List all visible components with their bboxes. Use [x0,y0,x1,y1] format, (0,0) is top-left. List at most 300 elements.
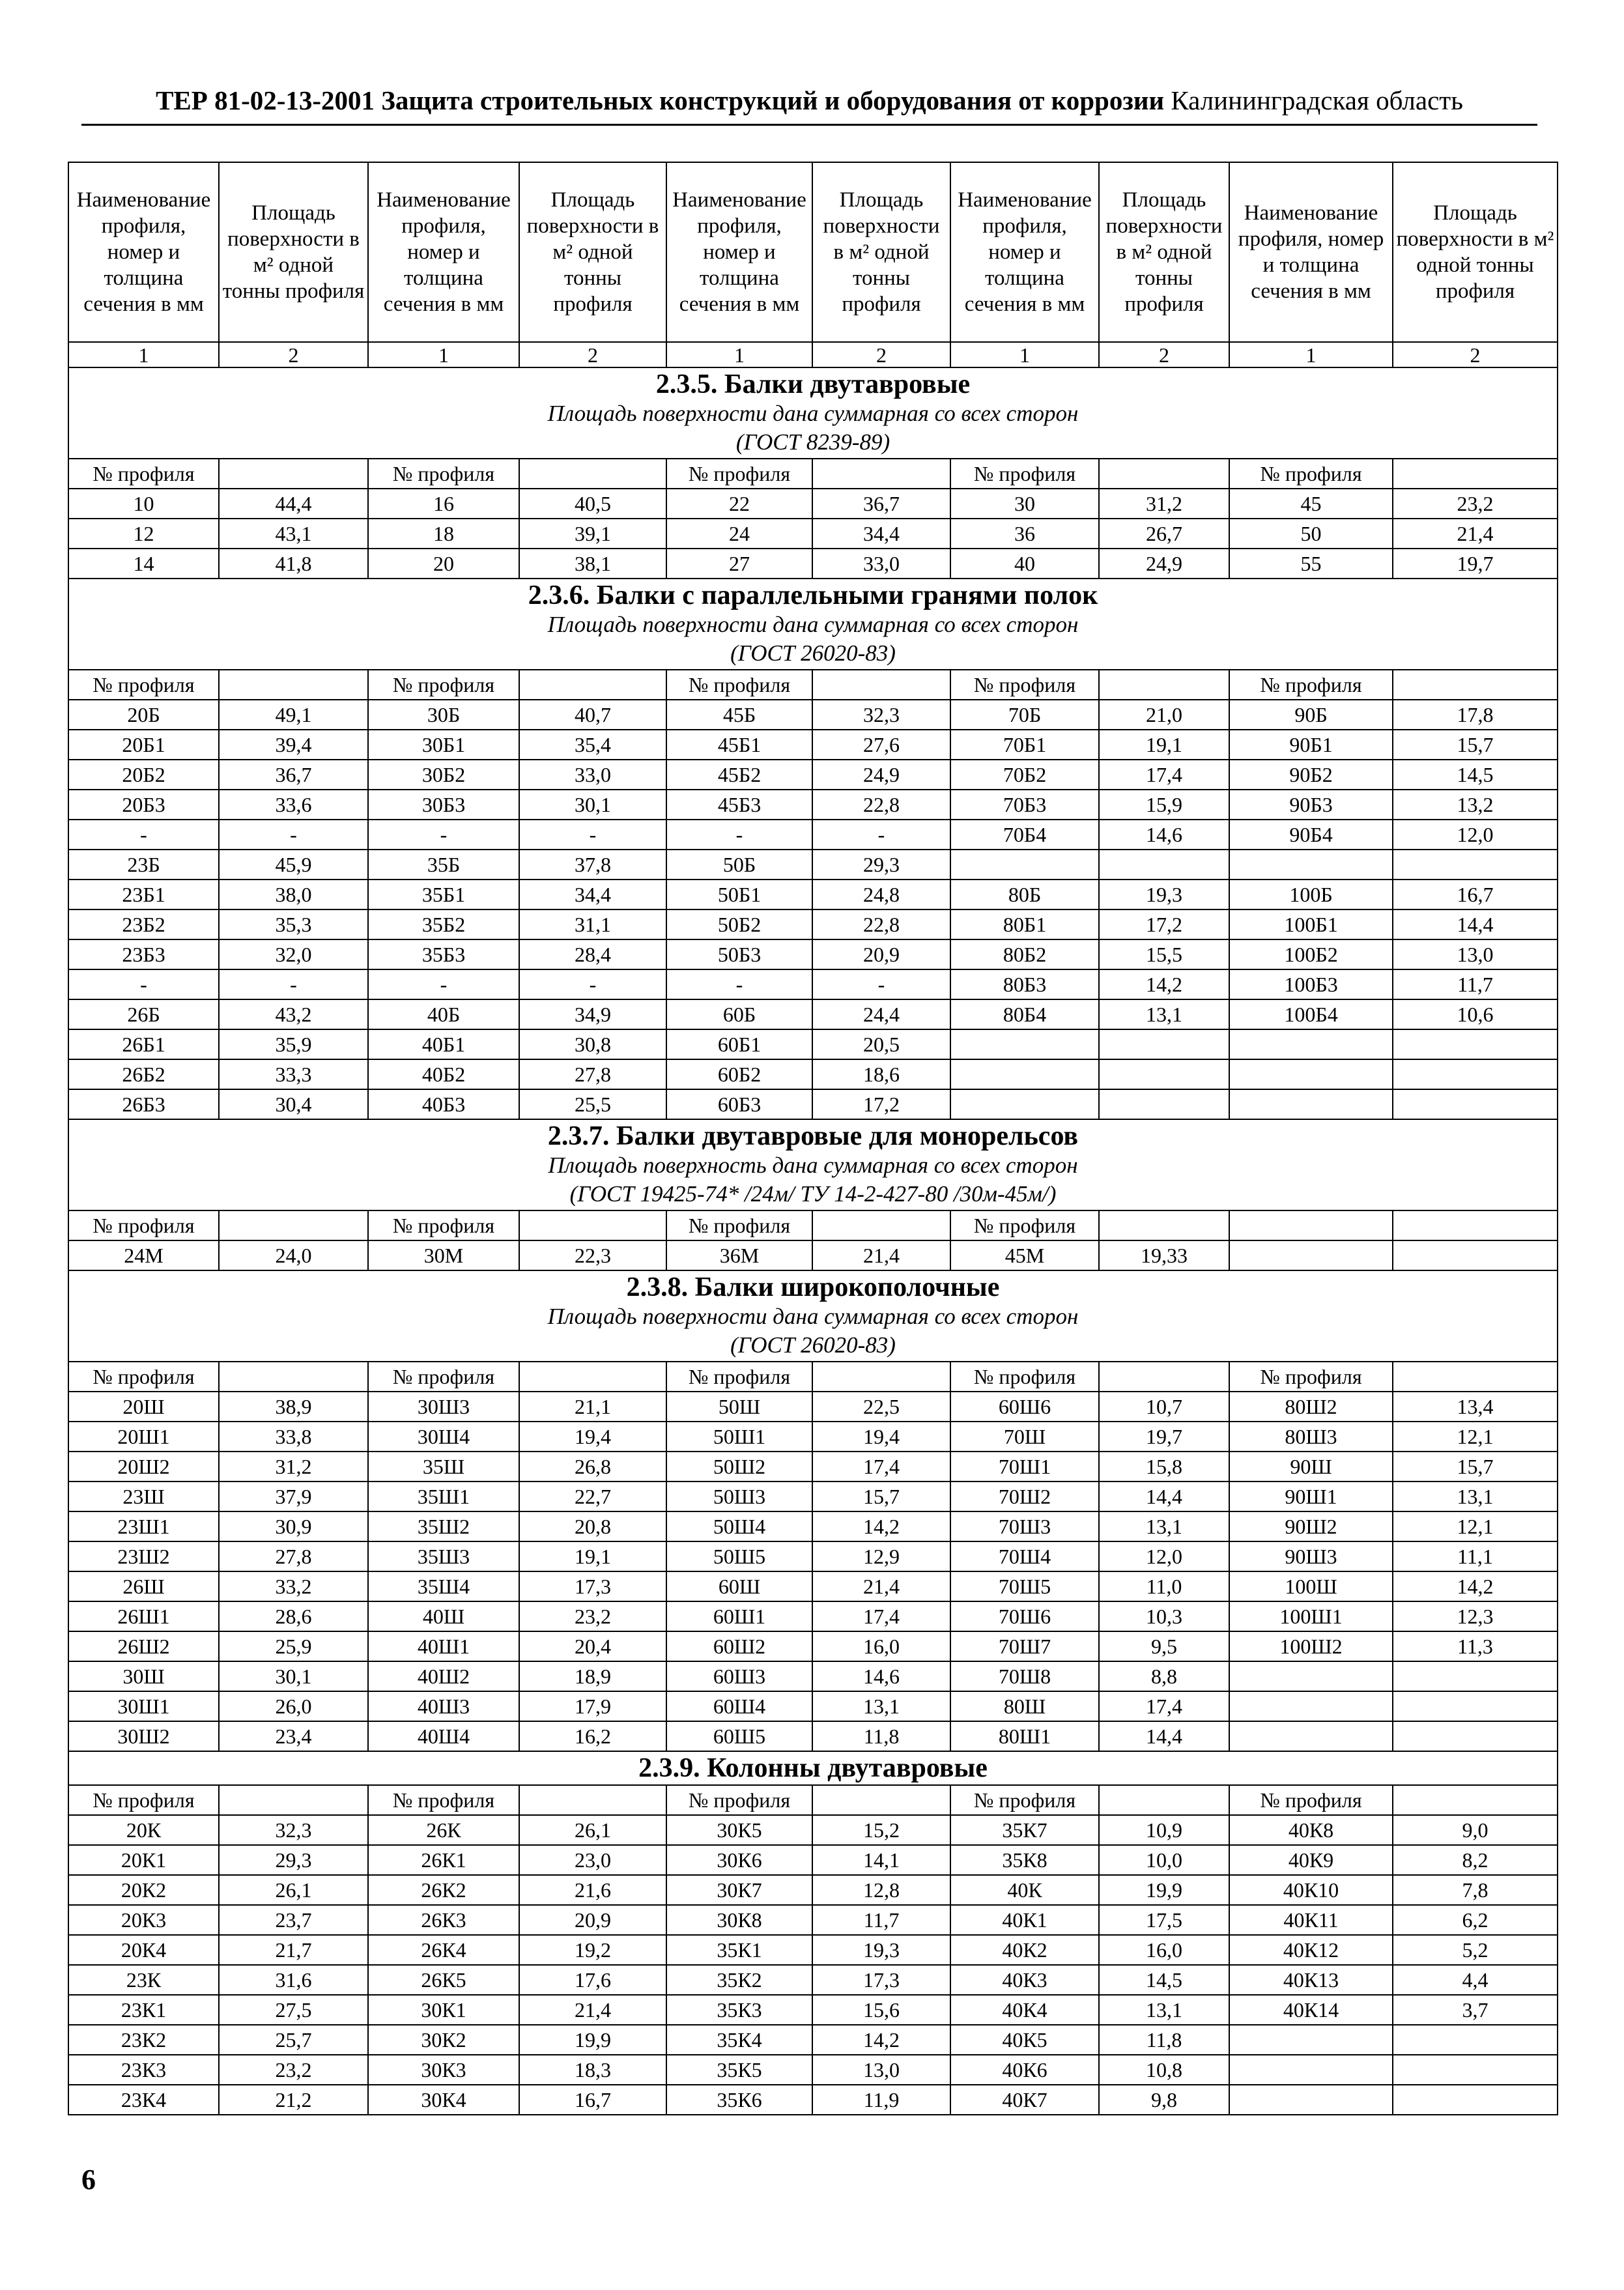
column-number: 2 [219,342,368,367]
surface-area: 11,1 [1393,1541,1558,1571]
profile-number: 35Ш4 [368,1571,519,1601]
profile-number: 40К3 [950,1965,1099,1995]
profile-label: № профиля [950,1785,1099,1815]
column-number: 1 [368,342,519,367]
table-header-row [68,162,1558,342]
surface-area: 30,9 [219,1511,368,1541]
profile-number: 12 [68,519,219,549]
surface-area: 30,8 [519,1029,666,1059]
surface-area: 16,0 [1099,1935,1229,1965]
profile-number: 20Б2 [68,760,219,790]
surface-area: 11,9 [812,2085,950,2115]
surface-area: 12,1 [1393,1422,1558,1452]
surface-area [1099,850,1229,880]
profile-number: 20Б3 [68,790,219,820]
profile-number: 30Б2 [368,760,519,790]
surface-area [1393,1691,1558,1721]
surface-area: 4,4 [1393,1965,1558,1995]
profile-label: № профиля [1229,1362,1393,1392]
profile-number: 23Ш1 [68,1511,219,1541]
profile-number: 24 [666,519,812,549]
profile-number: 40 [950,549,1099,579]
profile-number: 80Ш1 [950,1721,1099,1751]
profile-number: 60Б3 [666,1089,812,1119]
surface-area: 25,5 [519,1089,666,1119]
surface-area: 26,7 [1099,519,1229,549]
surface-area: 36,7 [219,760,368,790]
surface-area: 19,4 [812,1422,950,1452]
surface-area: 27,8 [519,1059,666,1089]
surface-area: 13,1 [1099,999,1229,1029]
surface-area: 17,4 [812,1601,950,1631]
surface-area: 23,0 [519,1845,666,1875]
table-row [68,519,1558,549]
surface-area: 35,9 [219,1029,368,1059]
profile-number: 40К12 [1229,1935,1393,1965]
surface-area: 24,9 [812,760,950,790]
profile-label: № профиля [1229,1785,1393,1815]
profile-number: 40Б2 [368,1059,519,1089]
profile-number: 70Ш1 [950,1452,1099,1481]
table-row [68,909,1558,939]
surface-area: 39,1 [519,519,666,549]
profile-number: 45Б1 [666,730,812,760]
profile-number: 60Ш1 [666,1601,812,1631]
profile-number: 23Б1 [68,880,219,909]
profile-number: 45 [1229,489,1393,519]
section-title: 2.3.7. Балки двутавровые для монорельсов [547,1121,1079,1151]
surface-area: 12,3 [1393,1601,1558,1631]
section-heading-row [68,579,1558,670]
profile-number: 18 [368,519,519,549]
surface-area: 28,4 [519,939,666,969]
profile-number: 90Ш1 [1229,1481,1393,1511]
profile-number: 22 [666,489,812,519]
surface-area: 38,9 [219,1392,368,1422]
profile-number: 70Б4 [950,820,1099,850]
surface-area: - [219,820,368,850]
profile-number: 20Ш1 [68,1422,219,1452]
section-title: 2.3.5. Балки двутавровые [655,369,971,399]
section-heading [68,1119,1558,1210]
surface-area: 16,2 [519,1721,666,1751]
surface-area: 15,7 [812,1481,950,1511]
profile-number: 30Ш2 [68,1721,219,1751]
surface-area [1393,1059,1558,1089]
table-row [68,1721,1558,1751]
surface-area: 32,3 [812,700,950,730]
surface-area: 44,4 [219,489,368,519]
profile-number: 26Б [68,999,219,1029]
empty-cell [1393,1362,1558,1392]
section-heading [68,367,1558,459]
table-row [68,549,1558,579]
surface-area: 21,4 [812,1571,950,1601]
surface-area: 15,7 [1393,1452,1558,1481]
column-header: Наименование профиля, номер и толщина сечения в мм [666,162,812,342]
section-title: 2.3.8. Балки широкополочные [626,1272,1000,1302]
profile-number: 100Ш2 [1229,1631,1393,1661]
surface-area: 14,4 [1099,1721,1229,1751]
profile-number: 45Б2 [666,760,812,790]
profile-number [1229,2025,1393,2055]
section-note: Площадь поверхности дана суммарная со всех сторон [547,401,1079,426]
profile-number: 20К [68,1815,219,1845]
surface-area: 43,2 [219,999,368,1029]
table-row [68,1452,1558,1481]
table-row [68,820,1558,850]
surface-area: 20,8 [519,1511,666,1541]
surface-area: 15,8 [1099,1452,1229,1481]
profile-number: 70Б2 [950,760,1099,790]
profile-number: 30Ш4 [368,1422,519,1452]
profile-label: № профиля [666,670,812,700]
surface-area: 21,1 [519,1392,666,1422]
profile-number: 30К1 [368,1995,519,2025]
profile-number: 40Б [368,999,519,1029]
table-row [68,850,1558,880]
profile-number: 20К2 [68,1875,219,1905]
table-row [68,760,1558,790]
surface-area: 14,6 [812,1661,950,1691]
surface-area: 9,0 [1393,1815,1558,1845]
surface-area: 15,6 [812,1995,950,2025]
surface-area: 33,8 [219,1422,368,1452]
table-row [68,969,1558,999]
profile-number: 23Б2 [68,909,219,939]
profile-number: 70Ш [950,1422,1099,1452]
profile-number: 100Ш [1229,1571,1393,1601]
profile-surface-table [68,162,1558,2115]
surface-area: - [219,969,368,999]
profile-number: 60Б [666,999,812,1029]
table-row [68,1965,1558,1995]
surface-area: 12,8 [812,1875,950,1905]
profile-number [1229,1721,1393,1751]
table-row [68,1601,1558,1631]
surface-area: 18,9 [519,1661,666,1691]
surface-area [1393,1721,1558,1751]
table-body [68,162,1558,2115]
table-row [68,2055,1558,2085]
table-row [68,1392,1558,1422]
profile-number: 40Ш [368,1601,519,1631]
profile-number: - [666,820,812,850]
profile-number: 40К11 [1229,1905,1393,1935]
profile-number [1229,850,1393,880]
profile-number: 30К7 [666,1875,812,1905]
surface-area: 9,5 [1099,1631,1229,1661]
surface-area: 15,7 [1393,730,1558,760]
profile-label: № профиля [950,670,1099,700]
surface-area: 14,4 [1099,1481,1229,1511]
column-header: Наименование профиля, номер и толщина сечения в мм [950,162,1099,342]
profile-number: 23К4 [68,2085,219,2115]
surface-area: 49,1 [219,700,368,730]
profile-number [1229,1691,1393,1721]
profile-number [1229,1029,1393,1059]
surface-area: 13,1 [1099,1995,1229,2025]
surface-area [1393,1029,1558,1059]
column-number-row [68,342,1558,367]
page-number: 6 [81,2164,96,2196]
surface-area: 19,3 [812,1935,950,1965]
profile-number: 20Б [68,700,219,730]
profile-number: 30К5 [666,1815,812,1845]
profile-number: 40К7 [950,2085,1099,2115]
profile-number: 55 [1229,549,1393,579]
profile-label: № профиля [368,459,519,489]
surface-area: 17,6 [519,1965,666,1995]
table-row [68,489,1558,519]
profile-label: № профиля [950,459,1099,489]
surface-area: 25,7 [219,2025,368,2055]
profile-number: 26К5 [368,1965,519,1995]
surface-area: 10,7 [1099,1392,1229,1422]
surface-area [1099,1059,1229,1089]
profile-number: 70Ш8 [950,1661,1099,1691]
profile-number: 90Ш2 [1229,1511,1393,1541]
surface-area: 13,1 [1393,1481,1558,1511]
profile-number: 60Ш4 [666,1691,812,1721]
profile-number: 50Б3 [666,939,812,969]
profile-number: 40Ш2 [368,1661,519,1691]
profile-number: 40К1 [950,1905,1099,1935]
table-row [68,700,1558,730]
table-row [68,1029,1558,1059]
surface-area: 40,7 [519,700,666,730]
column-number: 2 [1099,342,1229,367]
section-note: (ГОСТ 8239-89) [735,429,890,455]
surface-area: 17,2 [1099,909,1229,939]
surface-area: 29,3 [812,850,950,880]
profile-number: 100Б1 [1229,909,1393,939]
surface-area: 40,5 [519,489,666,519]
empty-cell [1393,1785,1558,1815]
surface-area: 19,4 [519,1422,666,1452]
empty-cell [1229,1210,1393,1240]
profile-number: 35К4 [666,2025,812,2055]
table-row [68,1059,1558,1089]
profile-number: 30Б [368,700,519,730]
profile-number: 70Ш2 [950,1481,1099,1511]
surface-area: 31,6 [219,1965,368,1995]
surface-area: 14,2 [1099,969,1229,999]
profile-number: 36 [950,519,1099,549]
profile-number: 35К3 [666,1995,812,2025]
table-row [68,2085,1558,2115]
column-header: Наименование профиля, номер и толщина сечения в мм [1229,162,1393,342]
surface-area: 7,8 [1393,1875,1558,1905]
table-row [68,1631,1558,1661]
surface-area: 24,8 [812,880,950,909]
surface-area: 35,4 [519,730,666,760]
profile-number: 30Ш [68,1661,219,1691]
profile-label-row [68,1362,1558,1392]
section-note: (ГОСТ 19425-74* /24м/ ТУ 14-2-427-80 /30м-45м/) [569,1181,1057,1207]
surface-area: 34,4 [812,519,950,549]
profile-number: 20К4 [68,1935,219,1965]
empty-cell [219,1210,368,1240]
surface-area: 17,3 [812,1965,950,1995]
surface-area: 34,9 [519,999,666,1029]
profile-number: 60Ш2 [666,1631,812,1661]
profile-number: 20Б1 [68,730,219,760]
surface-area: 34,4 [519,880,666,909]
profile-number: 80Ш [950,1691,1099,1721]
profile-number: - [368,820,519,850]
surface-area: 21,4 [812,1240,950,1270]
surface-area: 17,9 [519,1691,666,1721]
surface-area: 30,4 [219,1089,368,1119]
profile-number: 26К1 [368,1845,519,1875]
surface-area: 23,7 [219,1905,368,1935]
profile-number [950,1059,1099,1089]
profile-label-row [68,1210,1558,1240]
surface-area: 27,8 [219,1541,368,1571]
profile-label: № профиля [666,1785,812,1815]
surface-area: 12,9 [812,1541,950,1571]
profile-number: 40Ш3 [368,1691,519,1721]
profile-number: 26Б2 [68,1059,219,1089]
surface-area: - [519,820,666,850]
surface-area [1393,2055,1558,2085]
surface-area [1393,2025,1558,2055]
profile-number: 45Б3 [666,790,812,820]
surface-area: 10,8 [1099,2055,1229,2085]
profile-number: - [368,969,519,999]
surface-area: 11,7 [812,1905,950,1935]
table-row [68,1571,1558,1601]
surface-area: 12,0 [1099,1541,1229,1571]
profile-number: 80Б1 [950,909,1099,939]
profile-number: 60Б2 [666,1059,812,1089]
profile-label: № профиля [950,1362,1099,1392]
profile-number: 35К6 [666,2085,812,2115]
profile-label: № профиля [68,1785,219,1815]
empty-cell [1099,1210,1229,1240]
table-row [68,1541,1558,1571]
profile-label-row [68,459,1558,489]
profile-number: 10 [68,489,219,519]
surface-area: 20,9 [519,1905,666,1935]
profile-number: 40Ш1 [368,1631,519,1661]
profile-number: 36М [666,1240,812,1270]
surface-area: 38,0 [219,880,368,909]
empty-cell [812,1210,950,1240]
table-row [68,790,1558,820]
profile-number: 40К9 [1229,1845,1393,1875]
profile-number: 50Ш1 [666,1422,812,1452]
table-row [68,1691,1558,1721]
surface-area: 17,2 [812,1089,950,1119]
surface-area: 22,8 [812,909,950,939]
surface-area: 13,4 [1393,1392,1558,1422]
surface-area: 14,2 [1393,1571,1558,1601]
profile-number: - [68,969,219,999]
profile-number: 50Ш3 [666,1481,812,1511]
profile-number: 40К2 [950,1935,1099,1965]
surface-area: 9,8 [1099,2085,1229,2115]
surface-area: 21,4 [519,1995,666,2025]
profile-number: 23К3 [68,2055,219,2085]
surface-area: 30,1 [519,790,666,820]
column-header: Наименование профиля, номер и толщина сечения в мм [68,162,219,342]
profile-number: 60Б1 [666,1029,812,1059]
surface-area: 11,3 [1393,1631,1558,1661]
table-row [68,1875,1558,1905]
surface-area: 17,4 [812,1452,950,1481]
surface-area [1393,1089,1558,1119]
surface-area: 12,0 [1393,820,1558,850]
profile-number: 80Б [950,880,1099,909]
profile-number: 40К10 [1229,1875,1393,1905]
surface-area: 17,4 [1099,760,1229,790]
section-note: (ГОСТ 26020-83) [730,640,896,666]
profile-number: 35Ш [368,1452,519,1481]
section-note: (ГОСТ 26020-83) [730,1332,896,1358]
surface-area: 13,1 [812,1691,950,1721]
surface-area: 23,2 [219,2055,368,2085]
profile-number [1229,1089,1393,1119]
profile-number: 23Б3 [68,939,219,969]
profile-number: 40Ш4 [368,1721,519,1751]
surface-area: 5,2 [1393,1935,1558,1965]
profile-label: № профиля [68,1210,219,1240]
surface-area: 30,1 [219,1661,368,1691]
surface-area: 38,1 [519,549,666,579]
profile-number: 35К2 [666,1965,812,1995]
surface-area: 19,1 [1099,730,1229,760]
table-row [68,1845,1558,1875]
surface-area [1393,850,1558,880]
surface-area: 22,8 [812,790,950,820]
surface-area: 11,0 [1099,1571,1229,1601]
surface-area: 35,3 [219,909,368,939]
column-number: 1 [1229,342,1393,367]
profile-number [1229,1661,1393,1691]
profile-number: 40Б3 [368,1089,519,1119]
column-number: 2 [519,342,666,367]
profile-number: 70Ш4 [950,1541,1099,1571]
surface-area: 24,4 [812,999,950,1029]
surface-area: 26,1 [519,1815,666,1845]
surface-area [1393,1661,1558,1691]
surface-area: 17,5 [1099,1905,1229,1935]
profile-number: 80Б3 [950,969,1099,999]
surface-area: 11,8 [1099,2025,1229,2055]
profile-number: 45Б [666,700,812,730]
surface-area: 13,0 [812,2055,950,2085]
surface-area: 14,5 [1393,760,1558,790]
table-row [68,2025,1558,2055]
profile-number: 23Ш2 [68,1541,219,1571]
surface-area: 39,4 [219,730,368,760]
surface-area: 21,6 [519,1875,666,1905]
surface-area: 22,5 [812,1392,950,1422]
profile-number: 40К14 [1229,1995,1393,2025]
empty-cell [519,1785,666,1815]
profile-number: - [68,820,219,850]
surface-area: 36,7 [812,489,950,519]
section-note: Площадь поверхности дана суммарная со всех сторон [547,1304,1079,1329]
profile-label: № профиля [368,1785,519,1815]
empty-cell [812,670,950,700]
empty-cell [812,459,950,489]
profile-number: 35К5 [666,2055,812,2085]
surface-area: 28,6 [219,1601,368,1631]
surface-area: 33,6 [219,790,368,820]
